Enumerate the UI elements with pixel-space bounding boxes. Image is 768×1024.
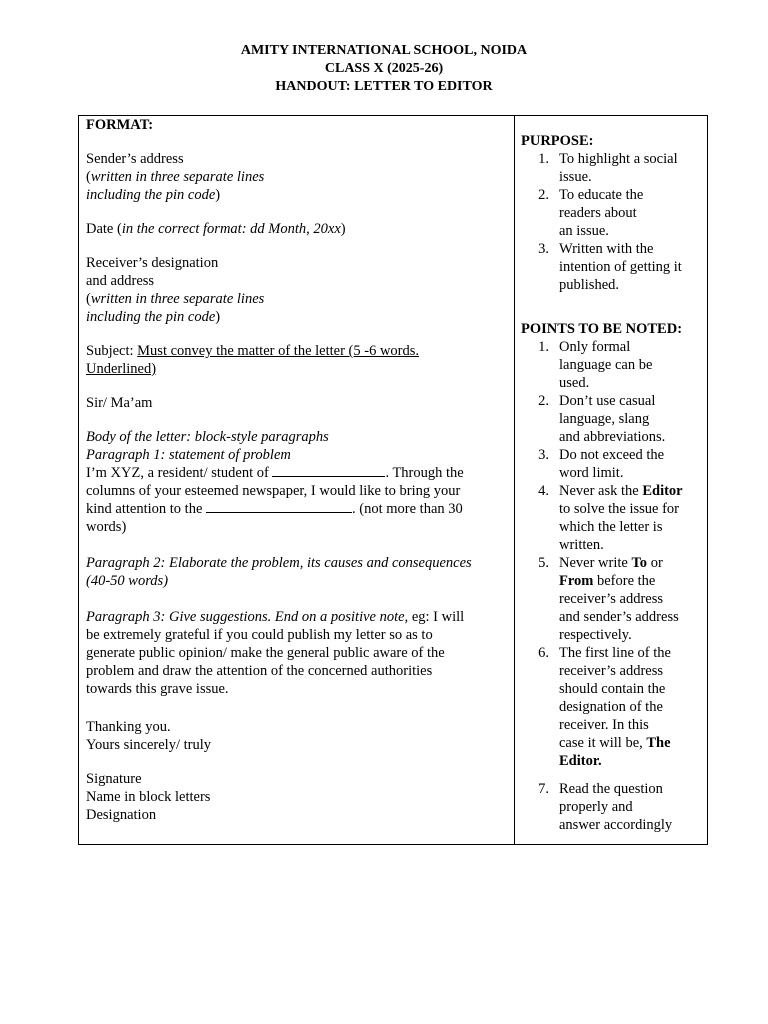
para1-line4: words)	[86, 519, 127, 535]
receiver-note-line2: including the pin code)	[86, 309, 221, 325]
closing-line2: Yours sincerely/ truly	[86, 737, 211, 753]
para1-line2: columns of your esteemed newspaper, I would like to bring your	[86, 483, 461, 499]
subject-line2: Underlined)	[86, 361, 157, 377]
date-line: Date (in the correct format: dd Month, 20xx)	[86, 221, 346, 237]
purpose-list	[521, 150, 707, 294]
document-header	[0, 42, 768, 96]
list-item: 2. To educate the readers about an issue.	[538, 187, 644, 239]
salutation: Sir/ Ma’am	[86, 395, 153, 411]
subject-line1: Subject: Must convey the matter of the letter (5 -6 words.	[86, 343, 420, 359]
para2-line1: Paragraph 2: Elaborate the problem, its causes and consequences	[86, 555, 472, 571]
para1-heading: Paragraph 1: statement of problem	[86, 447, 291, 463]
body-heading: Body of the letter: block-style paragraphs	[86, 429, 329, 445]
content-table	[78, 115, 708, 845]
points-list	[521, 338, 707, 834]
handout-title: HANDOUT: LETTER TO EDITOR	[275, 79, 493, 94]
para3-line3: generate public opinion/ make the general public aware of the	[86, 645, 445, 661]
notes-column	[521, 132, 707, 834]
senders-note-line2: including the pin code)	[86, 187, 221, 203]
list-item: 6. The first line of the receiver’s address should contain the designation of the receiver. In this case it will be, The Editor.	[538, 645, 671, 769]
list-item: 2. Don’t use casual language, slang and abbreviations.	[538, 393, 666, 445]
signature-label: Signature	[86, 771, 142, 787]
blank-line	[272, 464, 385, 477]
para3-line2: be extremely grateful if you could publish my letter so as to	[86, 627, 433, 643]
senders-note-line1: (written in three separate lines	[86, 169, 265, 185]
list-item: 1. To highlight a social issue.	[538, 151, 678, 185]
column-divider	[514, 116, 515, 844]
para1-line1: I’m XYZ, a resident/ student of . Through the	[86, 465, 464, 481]
list-item: 3. Written with the intention of getting it published.	[538, 241, 682, 293]
name-block-letters: Name in block letters	[86, 789, 211, 805]
senders-address-label: Sender’s address	[86, 151, 184, 167]
format-title: FORMAT:	[86, 117, 154, 133]
para3-line4: problem and draw the attention of the concerned authorities	[86, 663, 433, 679]
para1-line3: kind attention to the . (not more than 30	[86, 501, 463, 517]
para2-line2: (40-50 words)	[86, 573, 169, 589]
list-item: 1. Only formal language can be used.	[538, 339, 653, 391]
list-item: 4. Never ask the Editor to solve the issue for which the letter is written.	[538, 483, 683, 553]
format-column	[86, 116, 506, 824]
list-item: 7. Read the question properly and answer accordingly	[538, 781, 673, 833]
receiver-note-line1: (written in three separate lines	[86, 291, 265, 307]
closing-line1: Thanking you.	[86, 719, 171, 735]
purpose-title: PURPOSE:	[521, 133, 594, 149]
list-item: 5. Never write To or From before the receiver’s address and sender’s address respectively.	[538, 555, 679, 643]
para3-line1: Paragraph 3: Give suggestions. End on a positive note, eg: I will	[86, 609, 465, 625]
para3-line5: towards this grave issue.	[86, 681, 229, 697]
school-name: AMITY INTERNATIONAL SCHOOL, NOIDA	[240, 43, 528, 58]
blank-line	[206, 500, 352, 513]
points-title: POINTS TO BE NOTED:	[521, 321, 683, 337]
receiver-line2: and address	[86, 273, 155, 289]
list-item: 3. Do not exceed the word limit.	[538, 447, 665, 481]
receiver-line1: Receiver’s designation	[86, 255, 219, 271]
class-label: CLASS X (2025-26)	[324, 61, 444, 76]
designation-label: Designation	[86, 807, 157, 823]
